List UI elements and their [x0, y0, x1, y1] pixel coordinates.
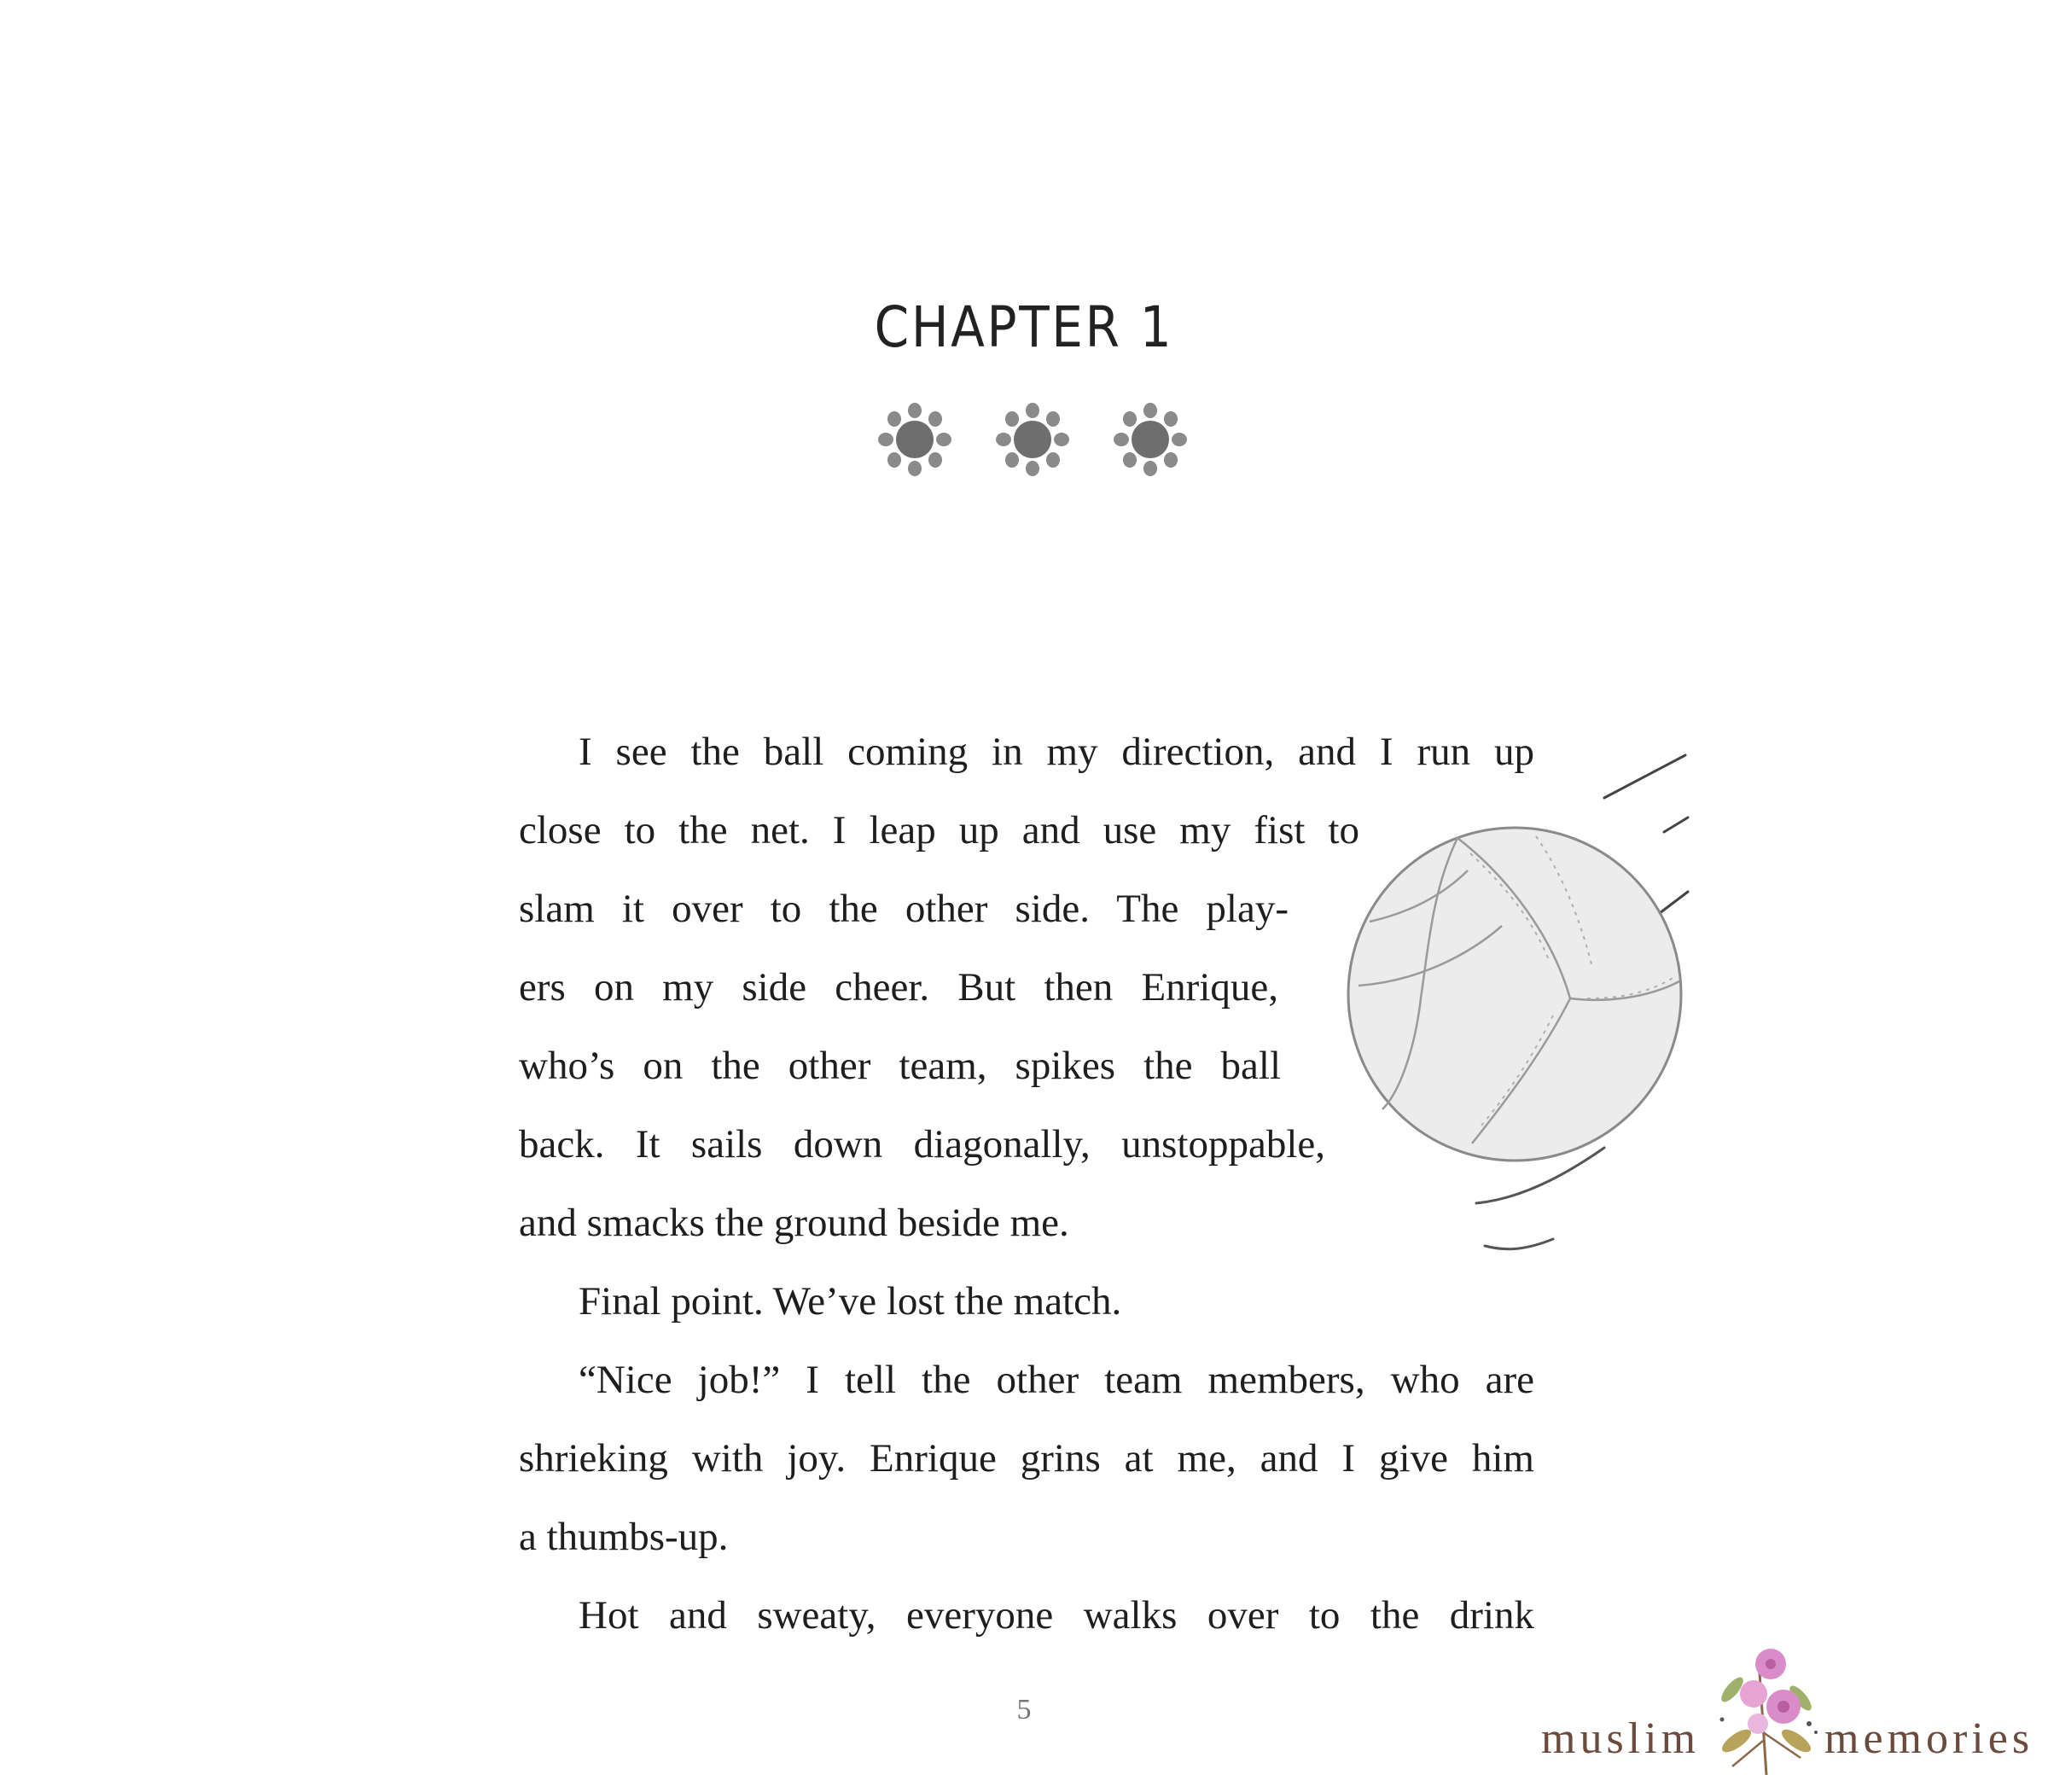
- text-line: ers on my side cheer. But then Enrique,: [519, 965, 1278, 1009]
- brand-word-right: memories: [1824, 1714, 2034, 1763]
- flower-bouquet-icon: [1707, 1638, 1826, 1783]
- brand-watermark: [1536, 1638, 2048, 1792]
- text-line: and smacks the ground beside me.: [519, 1201, 1069, 1245]
- brand-word-left: muslim: [1541, 1714, 1701, 1763]
- page-number: 5: [1016, 1694, 1032, 1725]
- text-line: who’s on the other team, spikes the ball: [519, 1044, 1281, 1088]
- text-line: shrieking with joy. Enrique grins at me, and I give him: [519, 1436, 1534, 1481]
- text-line: back. It sails down diagonally, unstoppable,: [519, 1122, 1325, 1167]
- text-line: “Nice job!” I tell the other team members, who are: [579, 1358, 1534, 1402]
- volleyball-illustration: [1306, 742, 1707, 1289]
- text-line: I see the ball coming in my direction, and I run up: [579, 730, 1534, 774]
- text-line: Hot and sweaty, everyone walks over to the drink: [579, 1593, 1534, 1638]
- text-line: Final point. We’ve lost the match.: [579, 1279, 1122, 1324]
- text-line: close to the net. I leap up and use my fist to: [519, 808, 1359, 852]
- flower-ornament-icon: [862, 388, 1203, 491]
- chapter-title: CHAPTER 1: [874, 294, 1174, 360]
- text-line: a thumbs-up.: [519, 1515, 729, 1559]
- text-line: slam it over to the other side. The play-: [519, 887, 1289, 931]
